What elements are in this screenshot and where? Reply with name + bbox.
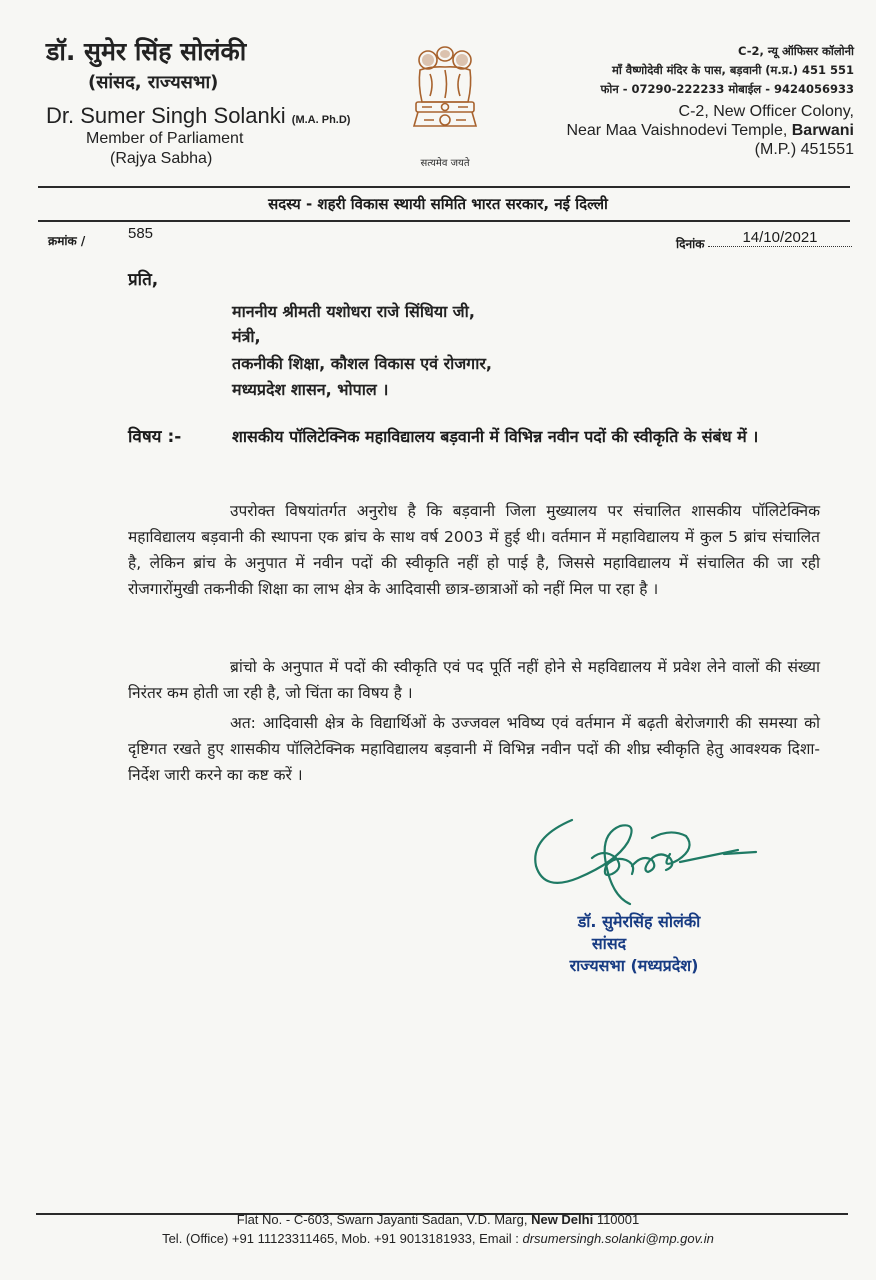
salutation-to: प्रति, (128, 270, 159, 290)
address-english-city: Barwani (791, 122, 854, 139)
footer-phone-text: Tel. (Office) +91 11123311465, Mob. +91 9013181933, Email : (162, 1231, 523, 1246)
recipient-department: तकनीकी शिक्षा, कौशल विकास एवं रोजगार, (232, 354, 492, 373)
sender-name-text: Dr. Sumer Singh Solanki (46, 103, 286, 128)
recipient-name: माननीय श्रीमती यशोधरा राजे सिंधिया जी, (232, 302, 475, 321)
subject-label: विषय :- (128, 427, 182, 447)
national-emblem-icon (400, 40, 490, 150)
address-english-line1: C-2, New Officer Colony, (678, 103, 854, 120)
sender-name-hindi: डॉ. सुमेर सिंह सोलंकी (46, 37, 247, 66)
footer-city: New Delhi (531, 1212, 594, 1227)
date-label: दिनांक (676, 237, 705, 251)
address-hindi-line1: C-2, न्यू ऑफिसर कॉलोनी (738, 44, 854, 58)
sender-title-english: Member of Parliament (86, 130, 244, 147)
emblem-motto: सत्यमेव जयते (420, 158, 470, 169)
sender-house-english: (Rajya Sabha) (110, 150, 213, 167)
handwritten-signature (520, 808, 760, 914)
signatory-designation: सांसद (591, 934, 627, 953)
signatory-name: डॉ. सुमेरसिंह सोलंकी (577, 912, 701, 931)
header-rule-top (38, 186, 850, 188)
footer-pincode: 110001 (593, 1212, 640, 1227)
address-english-line3: (M.P.) 451551 (754, 141, 854, 158)
recipient-designation: मंत्री, (232, 327, 261, 346)
letter-date: 14/10/2021 (708, 229, 852, 247)
footer-email: drsumersingh.solanki@mp.gov.in (522, 1231, 714, 1246)
address-english-street: Near Maa Vaishnodevi Temple, (566, 122, 792, 139)
signatory-house: राज्यसभा (मध्यप्रदेश) (569, 956, 699, 975)
body-paragraph-2: ब्रांचो के अनुपात में पदों की स्वीकृति एवं पद पूर्ति नहीं होने से महविद्यालय में प्रवेश लेने वालों की संख्या निरंतर कम होती जा रही है, जो चिंता का विषय है । (128, 658, 820, 702)
body-paragraph-1: उपरोक्त विषयांतर्गत अनुरोध है कि बड़वानी जिला मुख्यालय पर संचालित शासकीय पॉलिटेक्निक महाविद्यालय बड़वानी की स्थापना एक ब्रांच के साथ वर्ष 2003 में हुई थी। वर्तमान में महाविद्यालय में कुल 5 ब्रांच संचालित है, लेकिन ब्रांच के अनुपात में नवीन पदों की स्वीकृति नहीं हो पाई है, जिससे महाविद्यालय में संचालित की जा रही रोजगारोंमुखी तकनीकी शिक्षा का लाभ क्षेत्र के आदिवासी छात्र-छात्राओं को नहीं मिल पा रहा है । (128, 502, 820, 598)
subject-text: शासकीय पॉलिटेक्निक महाविद्यालय बड़वानी में विभिन्न नवीन पदों की स्वीकृति के संबंध में । (232, 427, 759, 446)
footer-contact (0, 1231, 876, 1246)
address-english-line2 (566, 122, 854, 140)
recipient-government: मध्यप्रदेश शासन, भोपाल । (232, 380, 389, 399)
sender-degree: (M.A. Ph.D) (291, 114, 351, 126)
reference-label: क्रमांक / (48, 234, 86, 248)
reference-number: 585 (128, 225, 154, 242)
sender-name-english (46, 103, 350, 129)
footer-address-text: Flat No. - C-603, Swarn Jayanti Sadan, V.D. Marg, (236, 1212, 532, 1227)
committee-membership: सदस्य - शहरी विकास स्थायी समिति भारत सरकार, नई दिल्ली (268, 195, 608, 213)
footer-delhi-address (0, 1212, 876, 1227)
address-hindi-line3: फोन - 07290-222233 मोबाईल - 9424056933 (600, 82, 854, 96)
sender-title-hindi: (सांसद, राज्यसभा) (88, 72, 219, 93)
body-paragraph-3: अत: आदिवासी क्षेत्र के विद्यार्थिओं के उज्जवल भविष्य एवं वर्तमान में बढ़ती बेरोजगारी की समस्या को दृष्टिगत रखते हुए शासकीय पॉलिटेक्निक महाविद्यालय बड़वानी में विभिन्न नवीन पदों की शीघ्र स्वीकृति हेतु आवश्यक दिशा-निर्देश जारी करने का कष्ट करें । (128, 714, 820, 784)
header-rule-bottom (38, 220, 850, 222)
address-hindi-line2: माँ वैष्णोदेवी मंदिर के पास, बड़वानी (म.प्र.) 451 551 (611, 63, 854, 77)
